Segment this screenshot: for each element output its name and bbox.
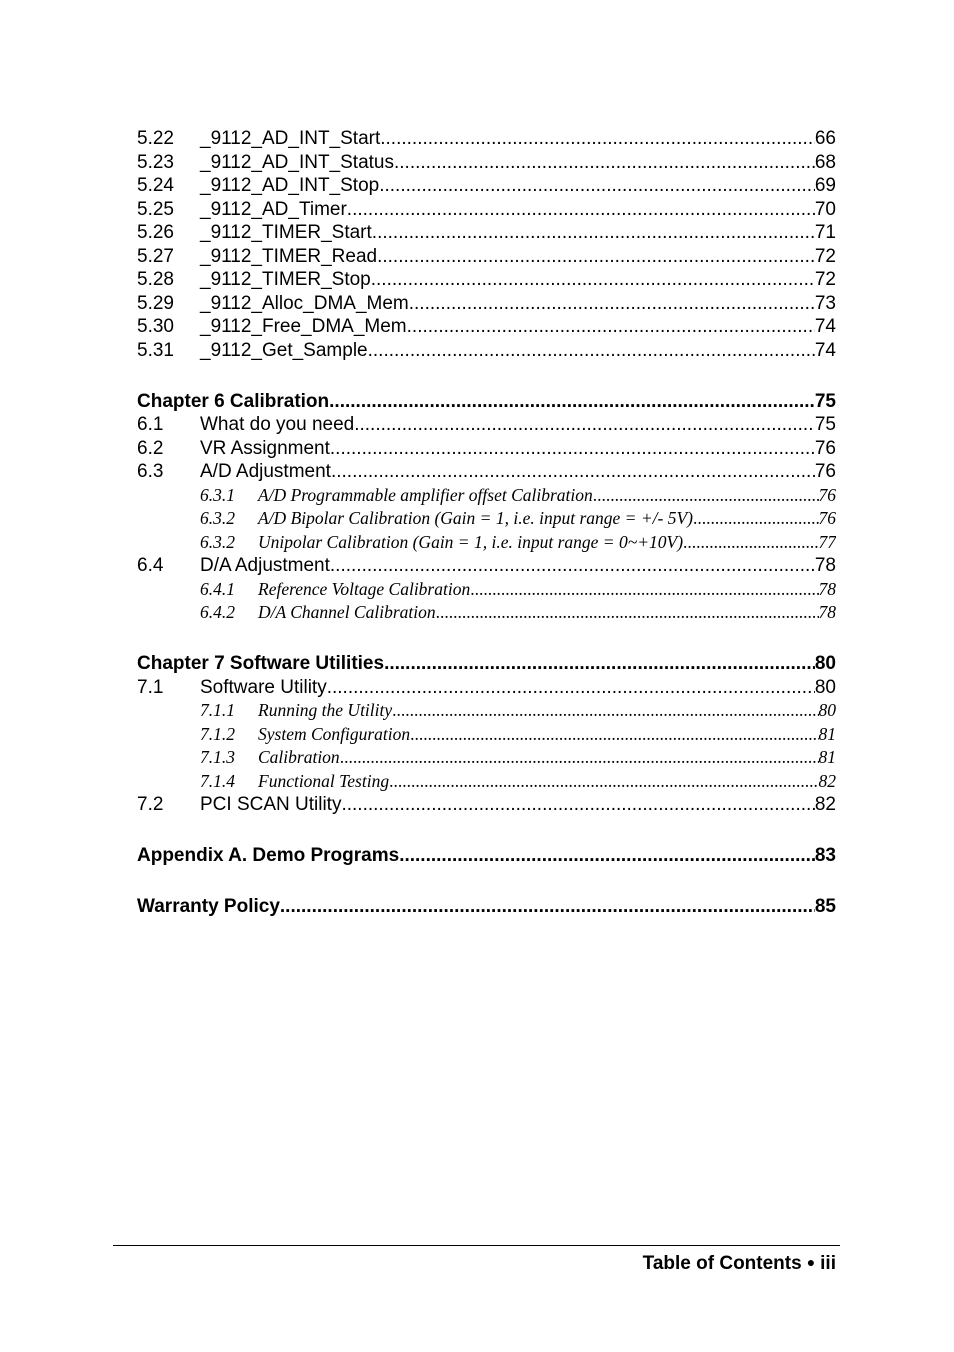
dot-leader bbox=[384, 652, 815, 676]
entry-number: 5.29 bbox=[137, 292, 174, 314]
toc-entry[interactable] bbox=[137, 221, 836, 245]
toc-entry[interactable] bbox=[137, 793, 836, 817]
section-gap bbox=[137, 868, 836, 896]
subentry-number: 6.3.1 bbox=[200, 484, 235, 505]
subentry-title: A/D Programmable amplifier offset Calibration bbox=[258, 484, 593, 505]
entry-title: VR Assignment bbox=[200, 437, 330, 459]
dot-leader bbox=[372, 221, 815, 245]
entry-page: 78 bbox=[814, 555, 836, 576]
toc-entry[interactable] bbox=[137, 292, 836, 316]
toc-warranty-policy[interactable] bbox=[137, 895, 836, 919]
toc-subentry[interactable] bbox=[137, 699, 836, 723]
dot-leader bbox=[331, 460, 815, 484]
entry-page: 82 bbox=[814, 794, 836, 815]
subentry-title: System Configuration bbox=[258, 723, 411, 744]
entry-title: D/A Adjustment bbox=[200, 555, 330, 576]
toc-entry[interactable] bbox=[137, 437, 836, 461]
subentry-number: 7.1.4 bbox=[200, 770, 235, 791]
section-gap bbox=[137, 625, 836, 653]
subentry-title: A/D Bipolar Calibration (Gain = 1, i.e. input range = +/- 5V) bbox=[258, 508, 693, 528]
dot-leader bbox=[330, 554, 815, 578]
toc-entry[interactable] bbox=[137, 151, 836, 175]
subentry-page: 82 bbox=[818, 770, 836, 791]
subentry-number: 6.4.2 bbox=[200, 602, 235, 622]
entry-title: _9112_AD_Timer bbox=[200, 198, 347, 220]
subentry-page: 77 bbox=[818, 531, 836, 552]
entry-page: 76 bbox=[814, 437, 836, 459]
dot-leader bbox=[330, 437, 815, 461]
dot-leader bbox=[593, 484, 819, 508]
entry-title: _9112_Alloc_DMA_Mem bbox=[200, 292, 409, 314]
section-gap bbox=[137, 817, 836, 845]
subentry-title: Functional Testing bbox=[258, 770, 390, 791]
entry-page: 69 bbox=[814, 175, 836, 196]
subentry-page: 81 bbox=[818, 723, 836, 744]
dot-leader bbox=[470, 578, 818, 602]
dot-leader bbox=[410, 723, 818, 747]
entry-title: _9112_TIMER_Stop bbox=[200, 269, 371, 290]
chapter-title: Chapter 7 Software Utilities bbox=[137, 653, 385, 674]
toc-appendix-a[interactable] bbox=[137, 844, 836, 868]
toc-entry[interactable] bbox=[137, 460, 836, 484]
dot-leader bbox=[389, 770, 818, 794]
chapter-page: 80 bbox=[814, 653, 836, 674]
entry-page: 76 bbox=[814, 461, 836, 482]
entry-number: 5.28 bbox=[137, 269, 174, 290]
subentry-number: 7.1.1 bbox=[200, 700, 235, 720]
dot-leader bbox=[379, 174, 815, 198]
entry-number: 5.22 bbox=[137, 128, 174, 149]
entry-title: Software Utility bbox=[200, 676, 327, 698]
dot-leader bbox=[380, 127, 815, 151]
table-of-contents bbox=[137, 127, 836, 919]
dot-leader bbox=[347, 198, 815, 222]
entry-title: What do you need bbox=[200, 414, 355, 435]
subentry-page: 80 bbox=[818, 700, 836, 720]
subentry-page: 76 bbox=[818, 508, 836, 528]
entry-number: 6.2 bbox=[137, 437, 164, 459]
toc-entry[interactable] bbox=[137, 198, 836, 222]
entry-title: _9112_Get_Sample bbox=[200, 339, 368, 361]
entry-title: PCI SCAN Utility bbox=[200, 794, 342, 815]
dot-leader bbox=[327, 676, 815, 700]
toc-entry[interactable] bbox=[137, 127, 836, 151]
subentry-number: 7.1.2 bbox=[200, 723, 235, 744]
subentry-number: 6.3.2 bbox=[200, 508, 235, 528]
subentry-title: Calibration bbox=[258, 747, 340, 767]
dot-leader bbox=[354, 413, 815, 437]
toc-entry[interactable] bbox=[137, 554, 836, 578]
dot-leader bbox=[407, 315, 815, 339]
toc-subentry[interactable] bbox=[137, 770, 836, 794]
chapter-page: 83 bbox=[814, 845, 836, 866]
entry-page: 72 bbox=[814, 269, 836, 290]
entry-number: 5.24 bbox=[137, 175, 174, 196]
entry-page: 72 bbox=[814, 245, 836, 267]
entry-page: 70 bbox=[814, 198, 836, 220]
footer-label: Table of Contents bbox=[642, 1253, 802, 1274]
subentry-title: Running the Utility bbox=[258, 700, 393, 720]
entry-number: 5.31 bbox=[137, 339, 174, 361]
dot-leader bbox=[394, 151, 815, 175]
footer-divider bbox=[113, 1245, 840, 1246]
entry-number: 5.26 bbox=[137, 222, 174, 243]
dot-leader bbox=[436, 601, 819, 625]
bullet-icon: ● bbox=[806, 1254, 816, 1270]
entry-title: _9112_AD_INT_Status bbox=[200, 151, 394, 173]
entry-number: 6.1 bbox=[137, 414, 164, 435]
toc-entry[interactable] bbox=[137, 268, 836, 292]
dot-leader bbox=[377, 245, 815, 269]
entry-page: 80 bbox=[814, 676, 836, 698]
chapter-title: Chapter 6 Calibration bbox=[137, 390, 330, 412]
dot-leader bbox=[399, 844, 815, 868]
dot-leader bbox=[341, 793, 814, 817]
entry-number: 6.3 bbox=[137, 461, 164, 482]
chapter-title: Warranty Policy bbox=[137, 896, 280, 917]
toc-subentry[interactable] bbox=[137, 507, 836, 531]
toc-entry[interactable] bbox=[137, 315, 836, 339]
entry-title: _9112_TIMER_Start bbox=[200, 222, 372, 243]
entry-number: 5.27 bbox=[137, 245, 174, 267]
toc-subentry[interactable] bbox=[137, 723, 836, 747]
entry-title: _9112_TIMER_Read bbox=[200, 245, 378, 267]
footer-page-number: iii bbox=[820, 1253, 836, 1274]
subentry-number: 6.4.1 bbox=[200, 578, 235, 599]
toc-chapter-6[interactable] bbox=[137, 390, 836, 414]
toc-entry[interactable] bbox=[137, 413, 836, 437]
entry-number: 7.1 bbox=[137, 676, 164, 698]
subentry-page: 76 bbox=[818, 484, 836, 505]
entry-page: 68 bbox=[814, 151, 836, 173]
entry-title: _9112_Free_DMA_Mem bbox=[200, 316, 407, 337]
chapter-title: Appendix A. Demo Programs bbox=[137, 845, 400, 866]
toc-subentry[interactable] bbox=[137, 746, 836, 770]
entry-title: _9112_AD_INT_Start bbox=[200, 128, 381, 149]
dot-leader bbox=[392, 699, 818, 723]
toc-subentry[interactable] bbox=[137, 484, 836, 508]
dot-leader bbox=[280, 895, 815, 919]
chapter-page: 85 bbox=[814, 896, 836, 917]
entry-number: 5.30 bbox=[137, 316, 174, 337]
subentry-number: 6.3.2 bbox=[200, 531, 235, 552]
entry-number: 5.25 bbox=[137, 198, 174, 220]
page-footer bbox=[643, 1249, 836, 1277]
toc-subentry[interactable] bbox=[137, 601, 836, 625]
subentry-title: D/A Channel Calibration bbox=[258, 602, 436, 622]
toc-entry[interactable] bbox=[137, 339, 836, 363]
dot-leader bbox=[340, 746, 819, 770]
entry-title: A/D Adjustment bbox=[200, 461, 331, 482]
entry-page: 74 bbox=[814, 316, 836, 337]
entry-title: _9112_AD_INT_Stop bbox=[200, 175, 380, 196]
subentry-title: Unipolar Calibration (Gain = 1, i.e. input range = 0~+10V) bbox=[258, 531, 684, 552]
dot-leader bbox=[683, 531, 818, 555]
toc-subentry[interactable] bbox=[137, 578, 836, 602]
subentry-page: 78 bbox=[818, 602, 836, 622]
entry-page: 66 bbox=[814, 128, 836, 149]
section-gap bbox=[137, 362, 836, 390]
entry-page: 74 bbox=[814, 339, 836, 361]
entry-number: 6.4 bbox=[137, 555, 164, 576]
entry-page: 75 bbox=[814, 414, 836, 435]
dot-leader bbox=[368, 339, 815, 363]
entry-number: 5.23 bbox=[137, 151, 174, 173]
toc-subentry[interactable] bbox=[137, 531, 836, 555]
entry-page: 71 bbox=[814, 222, 836, 243]
toc-entry[interactable] bbox=[137, 174, 836, 198]
dot-leader bbox=[409, 292, 815, 316]
toc-entry[interactable] bbox=[137, 676, 836, 700]
entry-number: 7.2 bbox=[137, 794, 164, 815]
entry-page: 73 bbox=[814, 292, 836, 314]
dot-leader bbox=[693, 507, 819, 531]
subentry-number: 7.1.3 bbox=[200, 747, 235, 767]
toc-chapter-7[interactable] bbox=[137, 652, 836, 676]
subentry-page: 78 bbox=[818, 578, 836, 599]
subentry-page: 81 bbox=[818, 747, 836, 767]
dot-leader bbox=[329, 390, 815, 414]
subentry-title: Reference Voltage Calibration bbox=[258, 578, 471, 599]
toc-entry[interactable] bbox=[137, 245, 836, 269]
chapter-page: 75 bbox=[814, 390, 836, 412]
dot-leader bbox=[371, 268, 815, 292]
